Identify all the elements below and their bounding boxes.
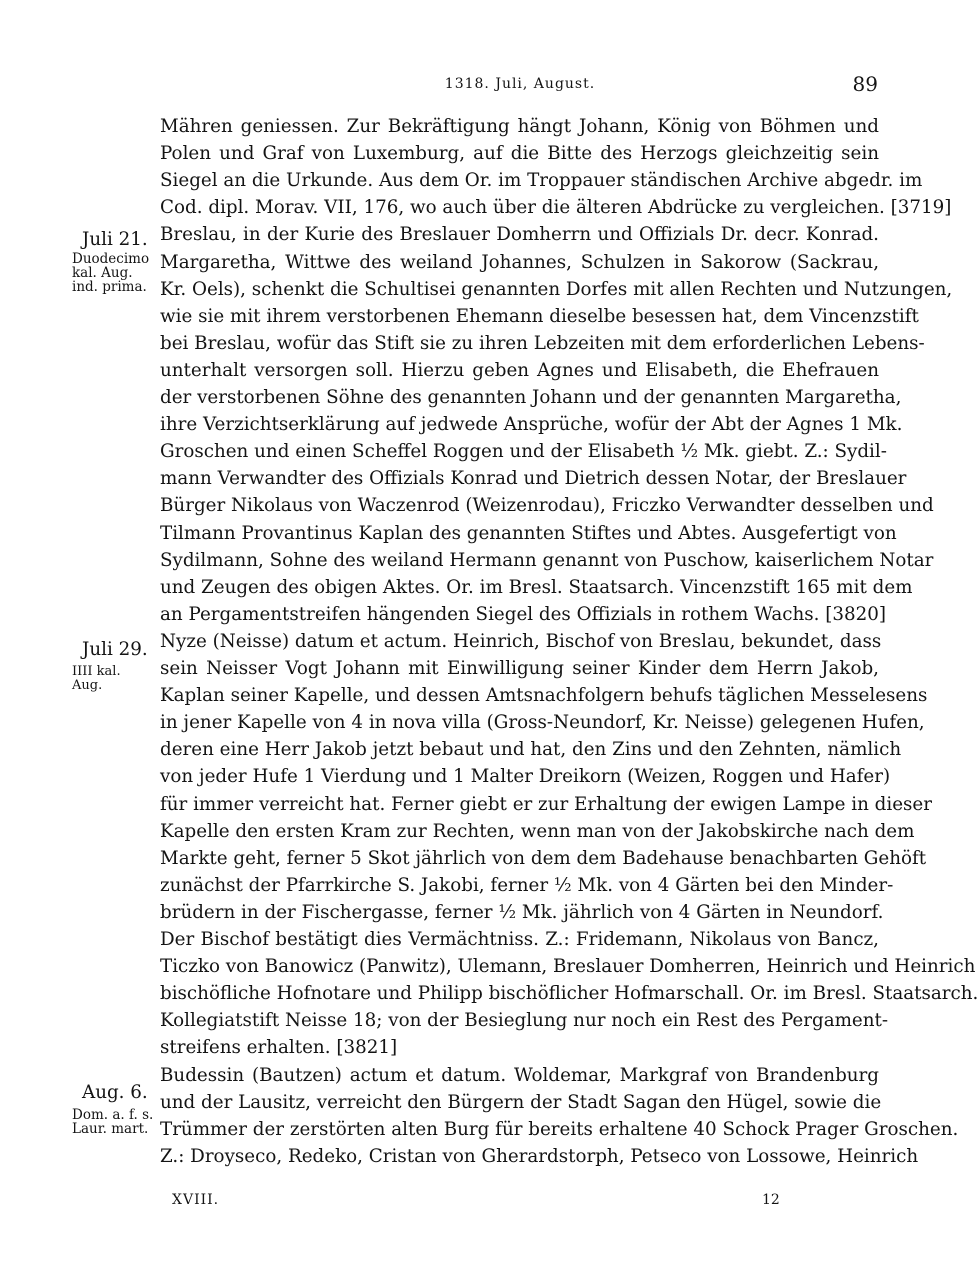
text-line: Polen und Graf von Luxemburg, auf die Bitte des Herzogs gleichzeitig sein	[160, 143, 879, 165]
margin-date-entry-3820: Juli 21.	[82, 229, 148, 250]
margin-date-entry-3821: Juli 29.	[82, 639, 148, 660]
text-line: Mähren geniessen. Zur Bekräftigung hängt Johann, König von Böhmen und	[160, 116, 879, 137]
text-line: Budessin (Bautzen) actum et datum. Woldemar, Markgraf von Brandenburg	[160, 1064, 879, 1086]
text-line: Groschen und einen Scheffel Roggen und der Elisabeth ½ Mk. giebt. Z.: Sydil-	[160, 441, 887, 463]
text-line: streifens erhalten. [3821]	[160, 1037, 398, 1059]
text-line: Sydilmann, Sohne des weiland Hermann genannt von Puschow, kaiserlichem Notar	[160, 549, 934, 571]
text-line: Margaretha, Wittwe des weiland Johannes, Schulzen in Sakorow (Sackrau,	[160, 251, 879, 273]
text-line: der verstorbenen Söhne des genannten Johann und der genannten Margaretha,	[160, 387, 902, 408]
text-line: sein Neisser Vogt Johann mit Einwilligung seiner Kinder dem Herrn Jakob,	[160, 658, 879, 679]
page-number: 89	[852, 72, 878, 96]
text-line: Breslau, in der Kurie des Breslauer Domherrn und Offizials Dr. decr. Konrad.	[160, 224, 879, 246]
text-line: mann Verwandter des Offizials Konrad und Dietrich dessen Notar, der Breslauer	[160, 468, 907, 490]
text-line: Trümmer der zerstörten alten Burg für bereits erhaltene 40 Schock Prager Groschen.	[160, 1118, 959, 1140]
text-line: Siegel an die Urkunde. Aus dem Or. im Troppauer ständischen Archive abgedr. im	[160, 170, 923, 192]
text-line: bei Breslau, wofür das Stift sie zu ihren Lebzeiten mit dem erforderlichen Lebens-	[160, 332, 925, 354]
text-line: bischöfliche Hofnotare und Philipp bischöflicher Hofmarschall. Or. im Bresl. Staatsarch.	[160, 983, 978, 1005]
text-line: Bürger Nikolaus von Waczenrod (Weizenrodau), Friczko Verwandter desselben und	[160, 495, 934, 517]
text-line: Kr. Oels), schenkt die Schultisei genannten Dorfes mit allen Rechten und Nutzungen,	[160, 278, 953, 300]
text-line: Markte geht, ferner 5 Skot jährlich von dem dem Badehause benachbarten Gehöft	[160, 847, 927, 869]
text-line: Z.: Droyseco, Redeko, Cristan von Gherardstorph, Petseco von Lossowe, Heinrich	[160, 1145, 919, 1167]
running-header	[160, 72, 880, 102]
text-line: wie sie mit ihrem verstorbenen Ehemann dieselbe besessen hat, dem Vincenzstift	[160, 305, 919, 327]
margin-note-entry-3822: Dom. a. f. s. Laur. mart.	[72, 1107, 154, 1137]
text-line: Kollegiatstift Neisse 18; von der Besieglung nur noch ein Rest des Pergament-	[160, 1010, 889, 1032]
sheet-signature: XVIII.	[172, 1192, 220, 1208]
text-line: an Pergamentstreifen hängenden Siegel des Offizials in rothem Wachs. [3820]	[160, 603, 887, 625]
text-line: Kaplan seiner Kapelle, und dessen Amtsnachfolgern behufs täglichen Messelesens	[160, 685, 928, 707]
running-title: 1318. Juli, August.	[444, 76, 596, 92]
text-line: und Zeugen des obigen Aktes. Or. im Bresl. Staatsarch. Vincenzstift 165 mit dem	[160, 576, 913, 598]
text-line: zunächst der Pfarrkirche S. Jakobi, ferner ½ Mk. von 4 Gärten bei den Minder-	[160, 874, 894, 896]
text-line: in jener Kapelle von 4 in nova villa (Gross-Neundorf, Kr. Neisse) gelegenen Hufen,	[160, 712, 925, 734]
text-line: für immer verreicht hat. Ferner giebt er zur Erhaltung der ewigen Lampe in dieser	[160, 793, 932, 815]
text-line: deren eine Herr Jakob jetzt bebaut und hat, den Zins und den Zehnten, nämlich	[160, 739, 902, 761]
text-line: von jeder Hufe 1 Vierdung und 1 Malter Dreikorn (Weizen, Roggen und Hafer)	[160, 766, 891, 788]
text-line: und der Lausitz, verreicht den Bürgern der Stadt Sagan den Hügel, sowie die	[160, 1091, 882, 1113]
text-line: Ticzko von Banowicz (Panwitz), Ulemann, Breslauer Domherren, Heinrich und Heinrich	[160, 956, 976, 978]
text-line: Nyze (Neisse) datum et actum. Heinrich, Bischof von Breslau, bekundet, dass	[160, 630, 882, 652]
margin-note-entry-3820: Duodecimo kal. Aug. ind. prima.	[72, 251, 150, 295]
margin-date-entry-3822: Aug. 6.	[82, 1082, 148, 1103]
text-line: unterhalt versorgen soll. Hierzu geben Agnes und Elisabeth, die Ehefrauen	[160, 359, 879, 381]
text-line: Tilmann Provantinus Kaplan des genannten Stiftes und Abtes. Ausgefertigt von	[160, 522, 897, 544]
text-line: Cod. dipl. Morav. VII, 176, wo auch über die älteren Abdrücke zu vergleichen. [3719]	[160, 197, 952, 219]
text-line: Kapelle den ersten Kram zur Rechten, wenn man von der Jakobskirche nach dem	[160, 820, 915, 842]
text-line: brüdern in der Fischergasse, ferner ½ Mk. jährlich von 4 Gärten in Neundorf.	[160, 901, 884, 923]
sheet-number: 12	[762, 1192, 780, 1208]
text-line: ihre Verzichtserklärung auf jedwede Ansprüche, wofür der Abt der Agnes 1 Mk.	[160, 414, 903, 436]
text-line: Der Bischof bestätigt dies Vermächtniss. Z.: Fridemann, Nikolaus von Bancz,	[160, 929, 879, 950]
margin-note-entry-3821: IIII kal. Aug.	[72, 664, 121, 693]
